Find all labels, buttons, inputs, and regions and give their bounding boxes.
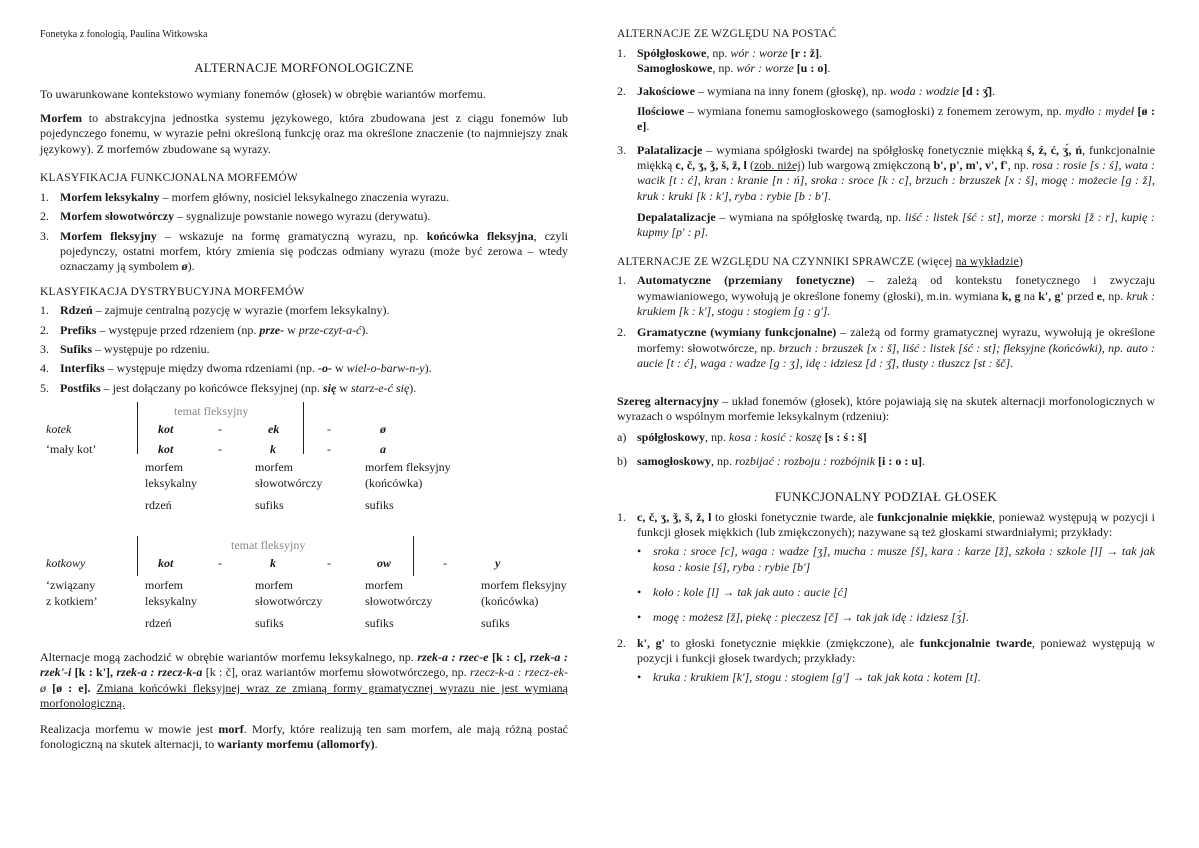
para-text: . Morfy, które realizują ten sam morfem, ale mają różną postać fonologiczną na skutek alternacji, to [40,721,568,751]
item-number: 1. [617,45,626,60]
separator: - [327,556,331,571]
item-term: samogłoskowy [637,453,712,468]
transcription: [ø : e]. [46,680,97,695]
item-number: 3. [40,228,49,243]
bullet-text: kruka : krukiem [k'], stogu : stogiem [g'] → tak jak kota : kotem [t]. [653,670,981,685]
item-text: ). [361,322,369,337]
item-term: Samogłoskowe [637,61,713,76]
item-term: spółgłoskowy [637,430,706,445]
item-text: – zajmuje centralną pozycję w wyrazie (morfem leksykalny). [92,303,390,318]
item-text: – występuje przed rdzeniem (np. [96,322,260,337]
item-number: b) [617,453,627,468]
example-kotkowy [40,536,568,644]
morph-label: (końcówka) [365,476,423,491]
item-text: . [922,453,926,468]
item-number: 4. [40,361,49,376]
morph: ø [380,422,386,437]
item-number: 1. [617,273,626,288]
item-term: Automatyczne (przemiany fonetyczne) [637,273,855,288]
item-example: -o- [317,361,332,376]
example-kotek [40,402,568,526]
item-term: Palatalizacje [637,142,703,157]
phones: c, č, ʒ, ǯ, š, ž, l [637,509,712,524]
morph: kot [158,422,174,437]
item-text: . [819,45,823,60]
item-text: , np. [1102,288,1127,303]
item-text: ). [187,259,195,274]
transcription: [k : k'], [71,665,117,680]
phones: b', p', m', v', f' [933,157,1008,172]
item-number: 1. [617,509,626,524]
morph-label: morfem [145,578,183,593]
morph: y [495,556,501,571]
divider-line [137,536,138,576]
item-text: to głoski fonetycznie twarde, ale [711,509,878,524]
morph-label: sufiks [365,498,394,513]
list-item [40,342,568,357]
para-text: – układ fonemów (głosek), które pojawiają się na skutek alternacji morfonologicznych w wyrazach o wspólnym morfemie leksykalnym (rdzeniu): [617,393,1155,423]
item-example: rozbijać : rozboju : rozbójnik [735,453,876,468]
item-example: brzuch : brzuszek [x : š], liść : listek [ść : st]; fleksyjne (końcówki), np. auto : aucie [t : ć], waga : wadze [g : ʒ], idę : idziesz [d : ʒ̑], tłusty : tłuszcz [st : šč]. [637,340,1155,371]
section-title-text: ALTERNACJE ZE WZGLĘDU NA CZYNNIKI SPRAWCZE (więcej [617,255,956,268]
intro-paragraph: To uwarunkowane kontekstowo wymiany fonemów (głosek) w obrębie wariantów morfemu. [40,86,486,101]
morph-label: morfem [365,578,403,593]
list-item [40,190,568,205]
morph-label: sufiks [255,498,284,513]
main-title: ALTERNACJE MORFONOLOGICZNE [194,60,414,75]
para-text: Alternacje mogą zachodzić w obrębie wariantów morfemu leksykalnego, np. [40,650,418,665]
separator: - [218,422,222,437]
item-text: – zależą od formy gramatycznej wyrazu, wywołują je określone morfemy: słowotwórcze, np. [637,325,1155,355]
transcription: [k : c], [488,650,530,665]
morph: k [270,442,276,457]
morph-label: morfem fleksyjny [481,578,567,593]
right-column [617,27,1155,696]
item-text: ( [746,157,754,172]
morfem-definition [40,111,568,157]
item-text: – sygnalizuje powstanie nowego wyrazu (derywatu). [174,209,431,224]
zero-symbol: ø [181,259,188,274]
item-example: prze-czyt-a-ć [298,322,362,337]
item-term: Morfem słowotwórczy [60,209,175,224]
item-text: – wskazuje na formę gramatyczną wyrazu, np. [156,228,427,243]
bullet-icon: • [637,544,642,559]
divider-line [303,402,304,454]
item-term: Interfiks [60,361,105,376]
morfem-def-text: to abstrakcyjna jednostka systemu językowego, która zbudowana jest z ciągu fonemów lub pojedynczego fonemu, w wyrazie pełni określoną funkcję oraz ma określone znaczenie (to najmniejszy znak językowy). Z morfemów zbudowane są wyrazy. [40,110,568,156]
separator: - [327,442,331,457]
podzial-list [617,510,1155,686]
gloss: ‘związany [46,578,96,593]
list-item [40,303,568,318]
left-column [40,60,568,752]
morph-label: sufiks [481,616,510,631]
item-text: – wymiana spółgłoski twardej na spółgłoskę fonetycznie miękką [702,142,1027,157]
bullet-text: sroka : sroce [c], waga : wadze [ʒ], mucha : musze [š], kara : karze [ž], szkoła : szkole [l] → tak jak kosa : kosie [ś], ryba : rybie [b'] [653,544,1155,574]
separator: - [327,422,331,437]
functional-list [40,190,568,275]
item-example: woda : wodzie [889,84,959,99]
morf-paragraph [40,722,568,753]
temat-label: temat fleksyjny [174,404,249,419]
para-text: Realizacja morfemu w mowie jest [40,721,219,736]
bullet-list [637,670,1155,685]
item-example: kosa : kosić : koszę [729,430,822,445]
item-number: 2. [40,322,49,337]
item-example: wór : worze [736,61,794,76]
phones: e [1096,288,1103,303]
item-example: rosa : rosie [s : ś], wata : wacik [t : ć], kran : kranie [n : ń], sroka : sroce [k : c], brzuch : brzuszek [x : š], mogę : możecie [g : ž], kruk : kruki [k : k'], ryba : rybie [b : b']. [637,157,1155,203]
item-text: ). [409,380,417,395]
item-text: , np. [1007,157,1032,172]
phones: k', g' [637,635,665,650]
section-czynniki [617,255,1155,270]
divider-line [137,402,138,454]
list-item [40,361,568,376]
morph: ow [377,556,392,571]
item-term: Jakościowe [637,84,695,99]
list-item [40,209,568,224]
morph-label: morfem [145,460,183,475]
see-below-link[interactable]: zob. niżej [753,157,801,172]
item-text: , ponieważ występują w pozycji i funkcji głosek miękkich (lub zmiękczonych); nazywane są też głoskami stwardniałymi; przykłady: [637,509,1155,539]
item-example: prze- [259,322,285,337]
item-number: 1. [40,189,49,204]
term: warianty morfemu (allomorfy) [217,736,375,751]
item-term: funkcjonalnie miękkie [877,509,993,524]
item-number: 2. [617,325,626,340]
morph-label: słowotwórczy [255,476,323,491]
item-text: , np. [712,61,737,76]
item-term: Rdzeń [60,303,93,318]
morph-label: leksykalny [145,476,197,491]
separator: - [218,442,222,457]
list-item [617,454,1155,469]
section-klasyfikacja-funkcjonalna: KLASYFIKACJA FUNKCJONALNA MORFEMÓW [40,172,298,185]
morph-label: słowotwórczy [255,594,323,609]
bullet-text: koło : kole [l] → tak jak auto : aucie [ć] [653,585,848,600]
morph: kot [158,556,174,571]
section-klasyfikacja-dystrybucyjna: KLASYFIKACJA DYSTRYBUCYJNA MORFEMÓW [40,285,305,298]
para-text: [k : č], oraz wariantów morfemu słowotwórczego, np. [202,665,471,680]
transcription: [d : ʒ̑] [958,84,993,99]
item-term: końcówka fleksyjna [426,228,534,243]
item-text: w [336,380,351,395]
item-term: Morfem fleksyjny [60,228,157,243]
morph-label: rdzeń [145,616,172,631]
item-text: to głoski fonetycznie miękkie (zmiękczone), ale [664,635,920,650]
item-number: 5. [40,380,49,395]
list-item [617,325,1155,371]
item-example: kruk : krukiem [k : k'], stogu : stogiem [g : g']. [637,288,1155,319]
phones: k, g [1001,288,1021,303]
item-number: 3. [40,342,49,357]
item-term: funkcjonalnie twarde [919,635,1032,650]
item-example: się [322,380,337,395]
transcription: [u : o] [793,61,828,76]
morph-label: morfem [255,460,293,475]
list-item [40,229,568,275]
list-item [40,381,568,396]
term: Szereg alternacyjny [617,393,719,408]
item-number: 2. [617,84,626,99]
word: kotek [46,422,72,437]
item-text: – wymiana na spółgłoskę twardą, np. [715,209,905,224]
item-number: 1. [40,303,49,318]
morph-label: leksykalny [145,594,197,609]
para-text: . [374,736,378,751]
bullet-item [637,585,1155,600]
bullet-item [637,670,1155,685]
item-text: ) lub wargową zmiękczoną [800,157,934,172]
transcription: [ø : e] [637,103,1156,134]
item-term: Prefiks [60,322,97,337]
morph: a [380,442,386,457]
item-text: – wymiana na inny fonem (głoskę), np. [695,84,890,99]
item-number: 2. [617,635,626,650]
item-text: , funkcjonalnie miękką [637,142,1155,172]
item-text: – występuje między dwoma rdzeniami (np. [104,361,318,376]
example: rzecz-k-a : rzecz-ek-ø [40,665,568,695]
item-text: . [992,84,996,99]
morph-label: rdzeń [145,498,172,513]
list-item [617,510,1155,626]
morph-label: morfem [255,578,293,593]
morph-label: morfem fleksyjny [365,460,451,475]
phones: k', g' [1038,288,1064,303]
temat-label: temat fleksyjny [231,538,306,553]
item-text: , ponieważ występują w pozycji i funkcji głosek twardych; przykłady: [637,635,1155,666]
item-example: wiel-o-barw-n-y [346,361,425,376]
item-example: wór : worze [730,45,788,60]
item-term: Spółgłoskowe [637,45,707,60]
transcription: [i : o : u] [875,453,923,468]
distribution-list [40,303,568,396]
underlined-note: Zmiana końcówki fleksyjnej wraz ze zmianą formy gramatycznej wyrazu nie jest wymianą morfonologiczną. [40,680,568,711]
list-item [617,84,1155,134]
item-text: , np. [705,430,730,445]
item-number: 2. [40,209,49,224]
divider-line [413,536,414,576]
alternation-paragraph [40,650,568,711]
item-number: 3. [617,142,626,157]
item-text: na [1020,288,1039,303]
item-example: mydło : mydeł [1065,103,1135,118]
item-term: Postfiks [60,380,101,395]
item-text: . [827,61,831,76]
bullet-text: mogę : możesz [ž], piekę : pieczesz [č] → tak jak idę : idziesz [ʒ́]. [653,610,969,625]
phones: c, č, ʒ, ǯ, š, ž, l [675,157,747,172]
example: rzek-a : rzek'-i [40,650,568,680]
szereg-paragraph [617,394,1155,425]
morph: ek [268,422,280,437]
item-text: w [284,322,299,337]
list-item [617,430,1155,445]
section-podzial: FUNKCJONALNY PODZIAŁ GŁOSEK [774,488,998,504]
separator: - [443,556,447,571]
item-example: liść : listek [ść : st], morze : morski [ž : r], kupię : kupmy [p' : p]. [637,209,1155,240]
gloss: z kotkiem’ [46,594,98,609]
phones: ś, ź, ć, ʒ́, ń [1026,142,1083,157]
item-term: Depalatalizacje [637,209,716,224]
section-postac: ALTERNACJE ZE WZGLĘDU NA POSTAĆ [617,28,837,40]
lecture-link[interactable]: na wykładzie [955,255,1019,268]
section-title-text: ) [1018,255,1024,268]
morph: kot [158,442,174,457]
transcription: [s : ś : š] [821,430,867,445]
list-item [40,323,568,338]
czynniki-list [617,273,1155,371]
page-header: Fonetyka z fonologią, Paulina Witkowska [40,29,208,40]
postac-list [617,46,1155,241]
item-text: , czyli pojedynczy, ostatni morfem, który zmienia się podczas odmiany wyrazu (może być zerowa – wtedy oznaczamy ją symbolem [60,228,569,274]
item-text: – występuje po rdzeniu. [92,342,210,357]
item-term: Gramatyczne (wymiany funkcjonalne) [637,325,837,340]
list-item [617,636,1155,686]
morph-label: sufiks [255,616,284,631]
item-text: – wymiana fonemu samogłoskowego (samogłoski) z fonemem zerowym, np. [684,103,1066,118]
list-item [617,273,1155,319]
item-text: w [331,361,347,376]
separator: - [218,556,222,571]
item-text: – morfem główny, nosiciel leksykalnego znaczenia wyrazu. [159,189,450,204]
item-term: Sufiks [60,342,93,357]
list-item [617,46,1155,77]
morph-label: sufiks [365,616,394,631]
transcription: [r : ž] [787,45,820,60]
list-item [617,143,1155,241]
bullet-list [637,544,1155,625]
item-text: . [646,119,650,134]
bullet-icon: • [637,610,642,625]
bullet-icon: • [637,670,642,685]
item-text: , np. [711,453,736,468]
bullet-icon: • [637,585,642,600]
example: rzek-a : rzecz-k-a [116,665,203,680]
word: kotkowy [46,556,86,571]
item-term: Ilościowe [637,103,685,118]
szereg-list [617,430,1155,469]
item-text: , np. [706,45,731,60]
term: morf [218,721,244,736]
item-text: przed [1063,288,1097,303]
gloss: ‘mały kot’ [46,442,97,457]
item-term: Morfem leksykalny [60,189,160,204]
item-text: – zależą od kontekstu fonetycznego i zwyczaju wymawianiowego, wywołują je określone fonemy (głoski), m.in. wymiana [637,273,1155,303]
morfem-term: Morfem [40,110,82,125]
bullet-item [637,544,1155,575]
morph-label: (końcówka) [481,594,539,609]
morph-label: słowotwórczy [365,594,433,609]
example: rzek-a : rzec-e [417,650,489,665]
morph: k [270,556,276,571]
bullet-item [637,610,1155,625]
item-example: starz-e-ć się [350,380,410,395]
item-text: ). [424,361,432,376]
item-number: a) [617,430,627,445]
item-text: – jest dołączany po końcówce fleksyjnej (np. [100,380,323,395]
